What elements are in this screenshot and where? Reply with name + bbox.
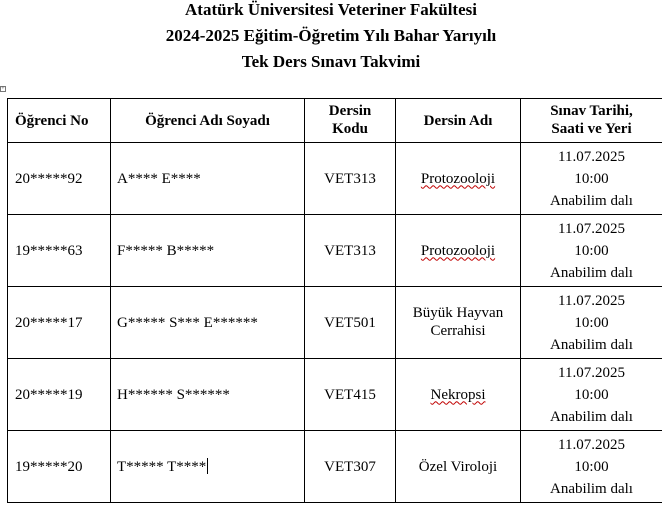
course-name-cell xyxy=(396,287,521,359)
student-name-cell[interactable] xyxy=(111,431,305,503)
course-name-cell xyxy=(396,143,521,215)
student-no-cell: 19*****20 xyxy=(8,431,111,503)
exam-date: 11.07.2025 xyxy=(558,292,625,309)
exam-place: Anabilim dalı xyxy=(550,264,633,281)
exam-time: 10:00 xyxy=(574,458,609,475)
course-code-cell: VET307 xyxy=(305,431,396,503)
course-code-cell: VET415 xyxy=(305,359,396,431)
student-no-cell: 20*****17 xyxy=(8,287,111,359)
student-name-cell: F***** B***** xyxy=(111,215,305,287)
course-code-cell: VET501 xyxy=(305,287,396,359)
header-course-code-line1: Dersin xyxy=(328,102,372,119)
exam-time: 10:00 xyxy=(574,386,609,403)
table-move-handle-icon[interactable]: + xyxy=(1,86,5,92)
document-title-term: 2024-2025 Eğitim-Öğretim Yılı Bahar Yarıyılı xyxy=(165,26,497,45)
table-row xyxy=(8,431,662,503)
course-name-cell xyxy=(396,359,521,431)
exam-date: 11.07.2025 xyxy=(558,364,625,381)
table-header-row xyxy=(8,99,662,143)
header-exam-line2: Saati ve Yeri xyxy=(551,120,632,137)
student-no-cell: 19*****63 xyxy=(8,215,111,287)
exam-time: 10:00 xyxy=(574,242,609,259)
table-row xyxy=(8,287,662,359)
exam-info-cell xyxy=(521,431,662,503)
header-exam-line1: Sınav Tarihi, xyxy=(550,102,633,119)
student-no-cell: 20*****92 xyxy=(8,143,111,215)
exam-time: 10:00 xyxy=(574,170,609,187)
student-name-cell: A**** E**** xyxy=(111,143,305,215)
course-name-text: Özel Viroloji xyxy=(418,458,498,475)
course-name-text: Nekropsi xyxy=(430,386,486,403)
document-title-schedule: Tek Ders Sınavı Takvimi xyxy=(241,52,421,71)
course-name-text: Protozooloji xyxy=(420,170,496,187)
course-name-cell xyxy=(396,215,521,287)
course-name-text-line2: Cerrahisi xyxy=(430,322,486,339)
header-exam-info xyxy=(521,99,662,143)
header-course-code-line2: Kodu xyxy=(332,120,368,137)
student-no-cell: 20*****19 xyxy=(8,359,111,431)
exam-schedule-table xyxy=(7,98,662,503)
course-name-text: Protozooloji xyxy=(420,242,496,259)
header-course-code xyxy=(305,99,396,143)
header-student-no: Öğrenci No xyxy=(8,99,111,143)
header-course-name: Dersin Adı xyxy=(396,99,521,143)
exam-info-cell xyxy=(521,359,662,431)
header-student-name: Öğrenci Adı Soyadı xyxy=(111,99,305,143)
exam-date: 11.07.2025 xyxy=(558,148,625,165)
course-name-text: Büyük Hayvan xyxy=(412,304,504,321)
exam-place: Anabilim dalı xyxy=(550,192,633,209)
exam-date: 11.07.2025 xyxy=(558,436,625,453)
student-name-cell: G***** S*** E****** xyxy=(111,287,305,359)
exam-place: Anabilim dalı xyxy=(550,480,633,497)
course-name-cell xyxy=(396,431,521,503)
exam-time: 10:00 xyxy=(574,314,609,331)
exam-info-cell xyxy=(521,143,662,215)
student-name-cell: H****** S****** xyxy=(111,359,305,431)
document-title-faculty: Atatürk Üniversitesi Veteriner Fakültesi xyxy=(185,0,477,19)
table-row xyxy=(8,215,662,287)
exam-date: 11.07.2025 xyxy=(558,220,625,237)
course-code-cell: VET313 xyxy=(305,143,396,215)
exam-info-cell xyxy=(521,215,662,287)
course-code-cell: VET313 xyxy=(305,215,396,287)
exam-place: Anabilim dalı xyxy=(550,408,633,425)
table-row xyxy=(8,143,662,215)
student-name-text: T***** T**** xyxy=(117,458,207,475)
exam-info-cell xyxy=(521,287,662,359)
text-cursor xyxy=(207,458,208,474)
exam-place: Anabilim dalı xyxy=(550,336,633,353)
table-row xyxy=(8,359,662,431)
